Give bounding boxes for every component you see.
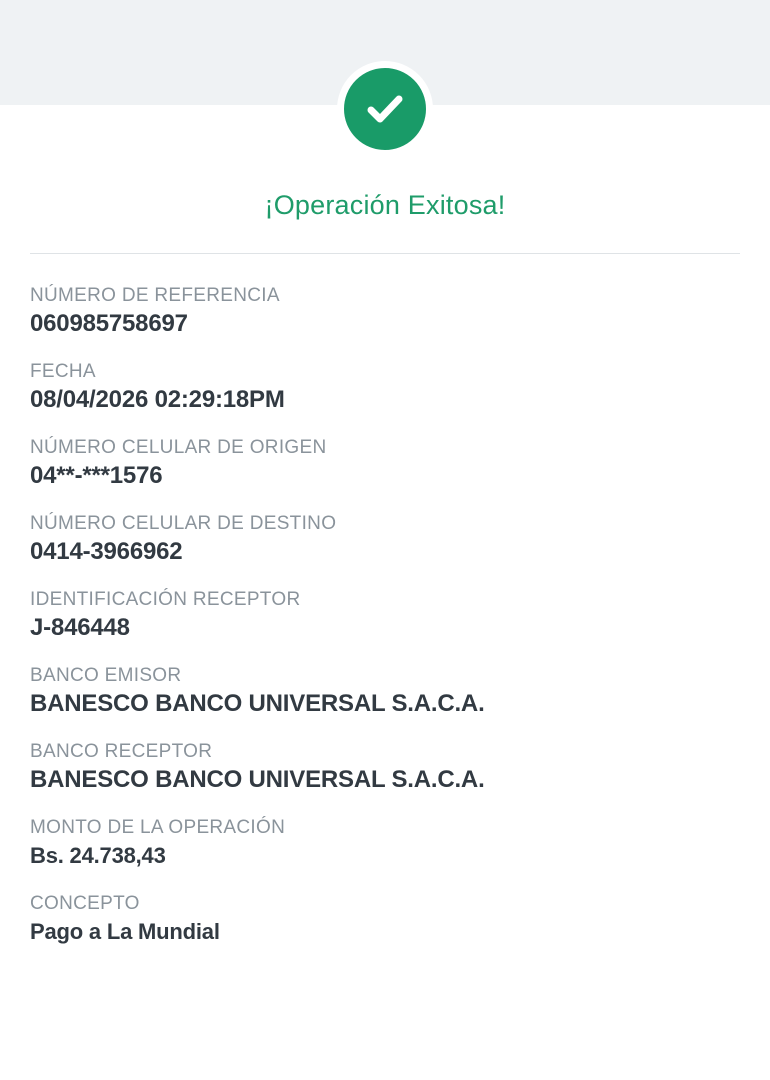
detail-value: 08/04/2026 02:29:18PM	[30, 386, 285, 413]
detail-value: J-846448	[30, 614, 130, 641]
detail-value: 04**-***1576	[30, 462, 163, 489]
detail-label: FECHA	[30, 361, 96, 382]
detail-value: 0414-3966962	[30, 538, 183, 565]
detail-label: IDENTIFICACIÓN RECEPTOR	[30, 589, 301, 610]
detail-row	[30, 359, 742, 415]
detail-row	[30, 739, 742, 795]
detail-label: BANCO RECEPTOR	[30, 741, 213, 762]
divider	[30, 253, 740, 254]
detail-label: NÚMERO CELULAR DE DESTINO	[30, 513, 337, 534]
detail-row	[30, 891, 742, 947]
detail-value: BANESCO BANCO UNIVERSAL S.A.C.A.	[30, 690, 485, 717]
receipt-details	[30, 283, 742, 947]
detail-label: BANCO EMISOR	[30, 665, 182, 686]
detail-row	[30, 511, 742, 567]
success-title: ¡Operación Exitosa!	[264, 190, 506, 220]
detail-row	[30, 815, 742, 871]
detail-value: 060985758697	[30, 310, 188, 337]
detail-row	[30, 283, 742, 339]
check-circle-icon	[337, 61, 433, 157]
detail-row	[30, 663, 742, 719]
detail-label: CONCEPTO	[30, 893, 140, 914]
detail-value: Pago a La Mundial	[30, 919, 220, 944]
detail-label: NÚMERO CELULAR DE ORIGEN	[30, 437, 327, 458]
detail-label: NÚMERO DE REFERENCIA	[30, 285, 280, 306]
detail-label: MONTO DE LA OPERACIÓN	[30, 817, 286, 838]
detail-value: BANESCO BANCO UNIVERSAL S.A.C.A.	[30, 766, 485, 793]
detail-value: Bs. 24.738,43	[30, 843, 166, 868]
detail-row	[30, 587, 742, 643]
detail-row	[30, 435, 742, 491]
